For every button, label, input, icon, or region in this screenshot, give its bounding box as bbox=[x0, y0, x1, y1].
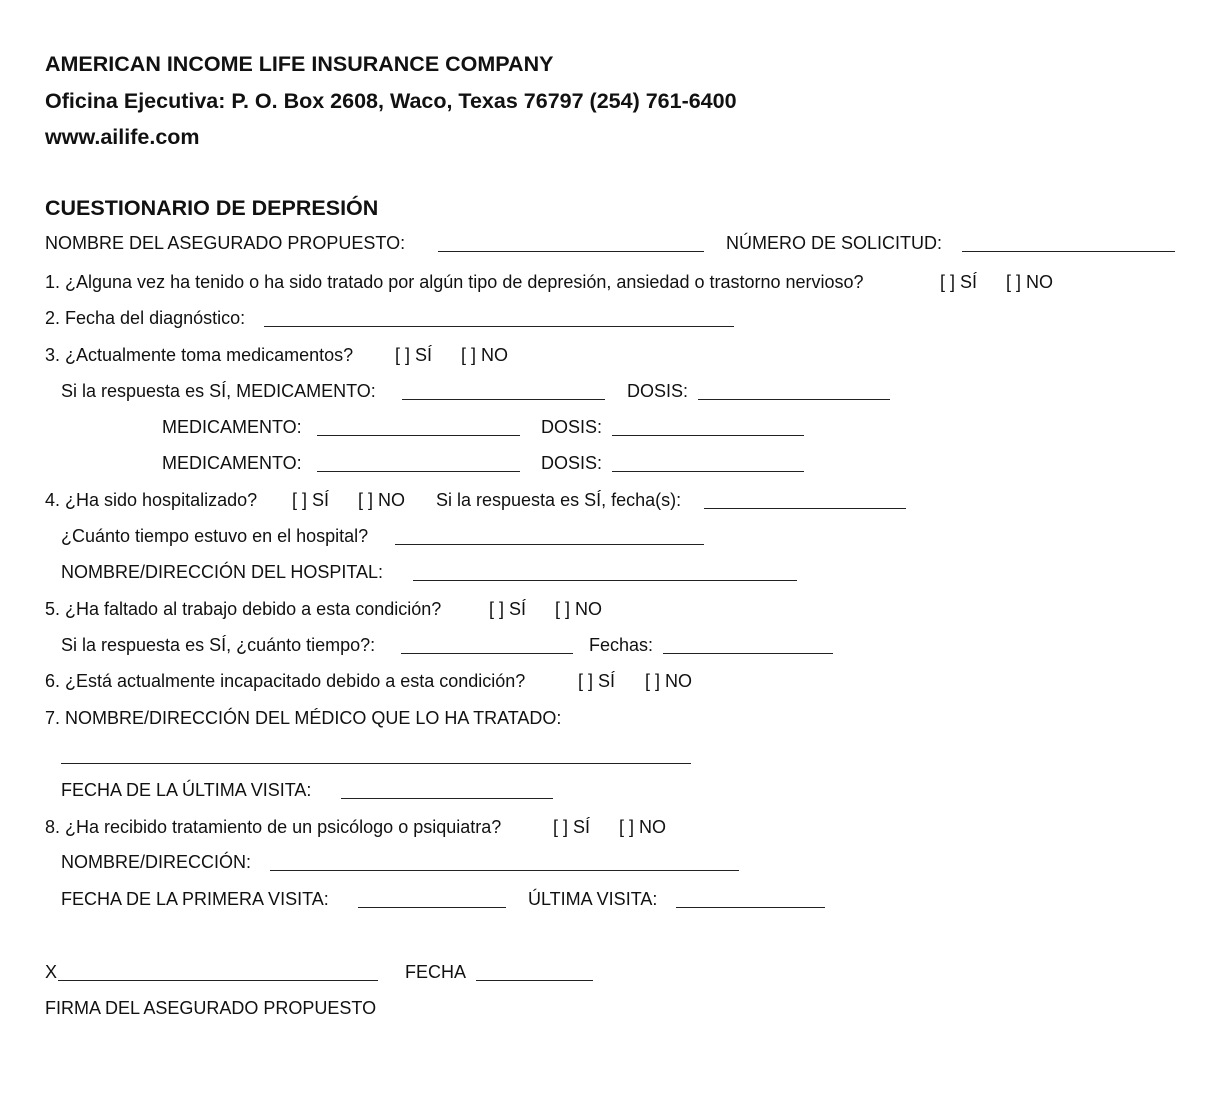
dose-1-label: DOSIS: bbox=[627, 381, 689, 401]
q4-text: 4. ¿Ha sido hospitalizado? bbox=[45, 490, 258, 510]
application-number-label: NÚMERO DE SOLICITUD: bbox=[726, 233, 943, 253]
q2-text: 2. Fecha del diagnóstico: bbox=[45, 308, 246, 328]
dose-2-label: DOSIS: bbox=[541, 417, 603, 437]
application-number-field[interactable] bbox=[962, 251, 1175, 252]
work-missed-dates-field[interactable] bbox=[663, 653, 833, 654]
psych-last-visit-label: ÚLTIMA VISITA: bbox=[528, 889, 658, 909]
q5-text: 5. ¿Ha faltado al trabajo debido a esta condición? bbox=[45, 599, 442, 619]
medication-2-label: MEDICAMENTO: bbox=[162, 417, 302, 437]
hospital-duration-field[interactable] bbox=[395, 544, 704, 545]
psych-name-field[interactable] bbox=[270, 870, 739, 871]
q3-no-checkbox[interactable]: [ ] NO bbox=[461, 345, 509, 365]
q5-yes-checkbox[interactable]: [ ] SÍ bbox=[489, 599, 527, 619]
hospital-dates-field[interactable] bbox=[704, 508, 906, 509]
q6-no-checkbox[interactable]: [ ] NO bbox=[645, 671, 693, 691]
hospital-dates-label: Si la respuesta es SÍ, fecha(s): bbox=[436, 490, 682, 510]
q1-no-checkbox[interactable]: [ ] NO bbox=[1006, 272, 1054, 292]
signature-x: X bbox=[45, 962, 58, 982]
company-address: Oficina Ejecutiva: P. O. Box 2608, Waco, Texas 76797 (254) 761-6400 bbox=[45, 89, 737, 113]
medication-1-field[interactable] bbox=[402, 399, 605, 400]
dose-2-field[interactable] bbox=[612, 435, 804, 436]
signature-date-field[interactable] bbox=[476, 980, 593, 981]
work-missed-dates-label: Fechas: bbox=[589, 635, 654, 655]
company-website: www.ailife.com bbox=[45, 125, 200, 149]
last-visit-field[interactable] bbox=[341, 798, 553, 799]
q3-yes-checkbox[interactable]: [ ] SÍ bbox=[395, 345, 433, 365]
q1-yes-checkbox[interactable]: [ ] SÍ bbox=[940, 272, 978, 292]
q4-no-checkbox[interactable]: [ ] NO bbox=[358, 490, 406, 510]
q3-text: 3. ¿Actualmente toma medicamentos? bbox=[45, 345, 354, 365]
form-title: CUESTIONARIO DE DEPRESIÓN bbox=[45, 196, 379, 220]
q8-yes-checkbox[interactable]: [ ] SÍ bbox=[553, 817, 591, 837]
q4-yes-checkbox[interactable]: [ ] SÍ bbox=[292, 490, 330, 510]
q7-text: 7. NOMBRE/DIRECCIÓN DEL MÉDICO QUE LO HA TRATADO: bbox=[45, 708, 562, 728]
q6-text: 6. ¿Está actualmente incapacitado debido a esta condición? bbox=[45, 671, 526, 691]
insured-name-field[interactable] bbox=[438, 251, 704, 252]
dose-1-field[interactable] bbox=[698, 399, 890, 400]
doctor-name-field[interactable] bbox=[61, 763, 691, 764]
medication-1-label: Si la respuesta es SÍ, MEDICAMENTO: bbox=[61, 381, 376, 401]
q6-yes-checkbox[interactable]: [ ] SÍ bbox=[578, 671, 616, 691]
insured-name-label: NOMBRE DEL ASEGURADO PROPUESTO: bbox=[45, 233, 406, 253]
hospital-name-label: NOMBRE/DIRECCIÓN DEL HOSPITAL: bbox=[61, 562, 384, 582]
last-visit-label: FECHA DE LA ÚLTIMA VISITA: bbox=[61, 780, 312, 800]
q1-text: 1. ¿Alguna vez ha tenido o ha sido tratado por algún tipo de depresión, ansiedad o trastorno nervioso? bbox=[45, 272, 864, 292]
signature-date-label: FECHA bbox=[405, 962, 467, 982]
work-missed-duration-label: Si la respuesta es SÍ, ¿cuánto tiempo?: bbox=[61, 635, 376, 655]
dose-3-label: DOSIS: bbox=[541, 453, 603, 473]
company-name: AMERICAN INCOME LIFE INSURANCE COMPANY bbox=[45, 52, 554, 76]
first-visit-field[interactable] bbox=[358, 907, 506, 908]
psych-name-label: NOMBRE/DIRECCIÓN: bbox=[61, 852, 252, 872]
first-visit-label: FECHA DE LA PRIMERA VISITA: bbox=[61, 889, 329, 909]
hospital-duration-label: ¿Cuánto tiempo estuvo en el hospital? bbox=[61, 526, 369, 546]
work-missed-duration-field[interactable] bbox=[401, 653, 573, 654]
medication-3-field[interactable] bbox=[317, 471, 520, 472]
medication-3-label: MEDICAMENTO: bbox=[162, 453, 302, 473]
q8-text: 8. ¿Ha recibido tratamiento de un psicólogo o psiquiatra? bbox=[45, 817, 502, 837]
diagnosis-date-field[interactable] bbox=[264, 326, 734, 327]
dose-3-field[interactable] bbox=[612, 471, 804, 472]
signature-field[interactable] bbox=[58, 980, 378, 981]
q5-no-checkbox[interactable]: [ ] NO bbox=[555, 599, 603, 619]
psych-last-visit-field[interactable] bbox=[676, 907, 825, 908]
hospital-name-field[interactable] bbox=[413, 580, 797, 581]
medication-2-field[interactable] bbox=[317, 435, 520, 436]
q8-no-checkbox[interactable]: [ ] NO bbox=[619, 817, 667, 837]
signature-label: FIRMA DEL ASEGURADO PROPUESTO bbox=[45, 998, 377, 1018]
